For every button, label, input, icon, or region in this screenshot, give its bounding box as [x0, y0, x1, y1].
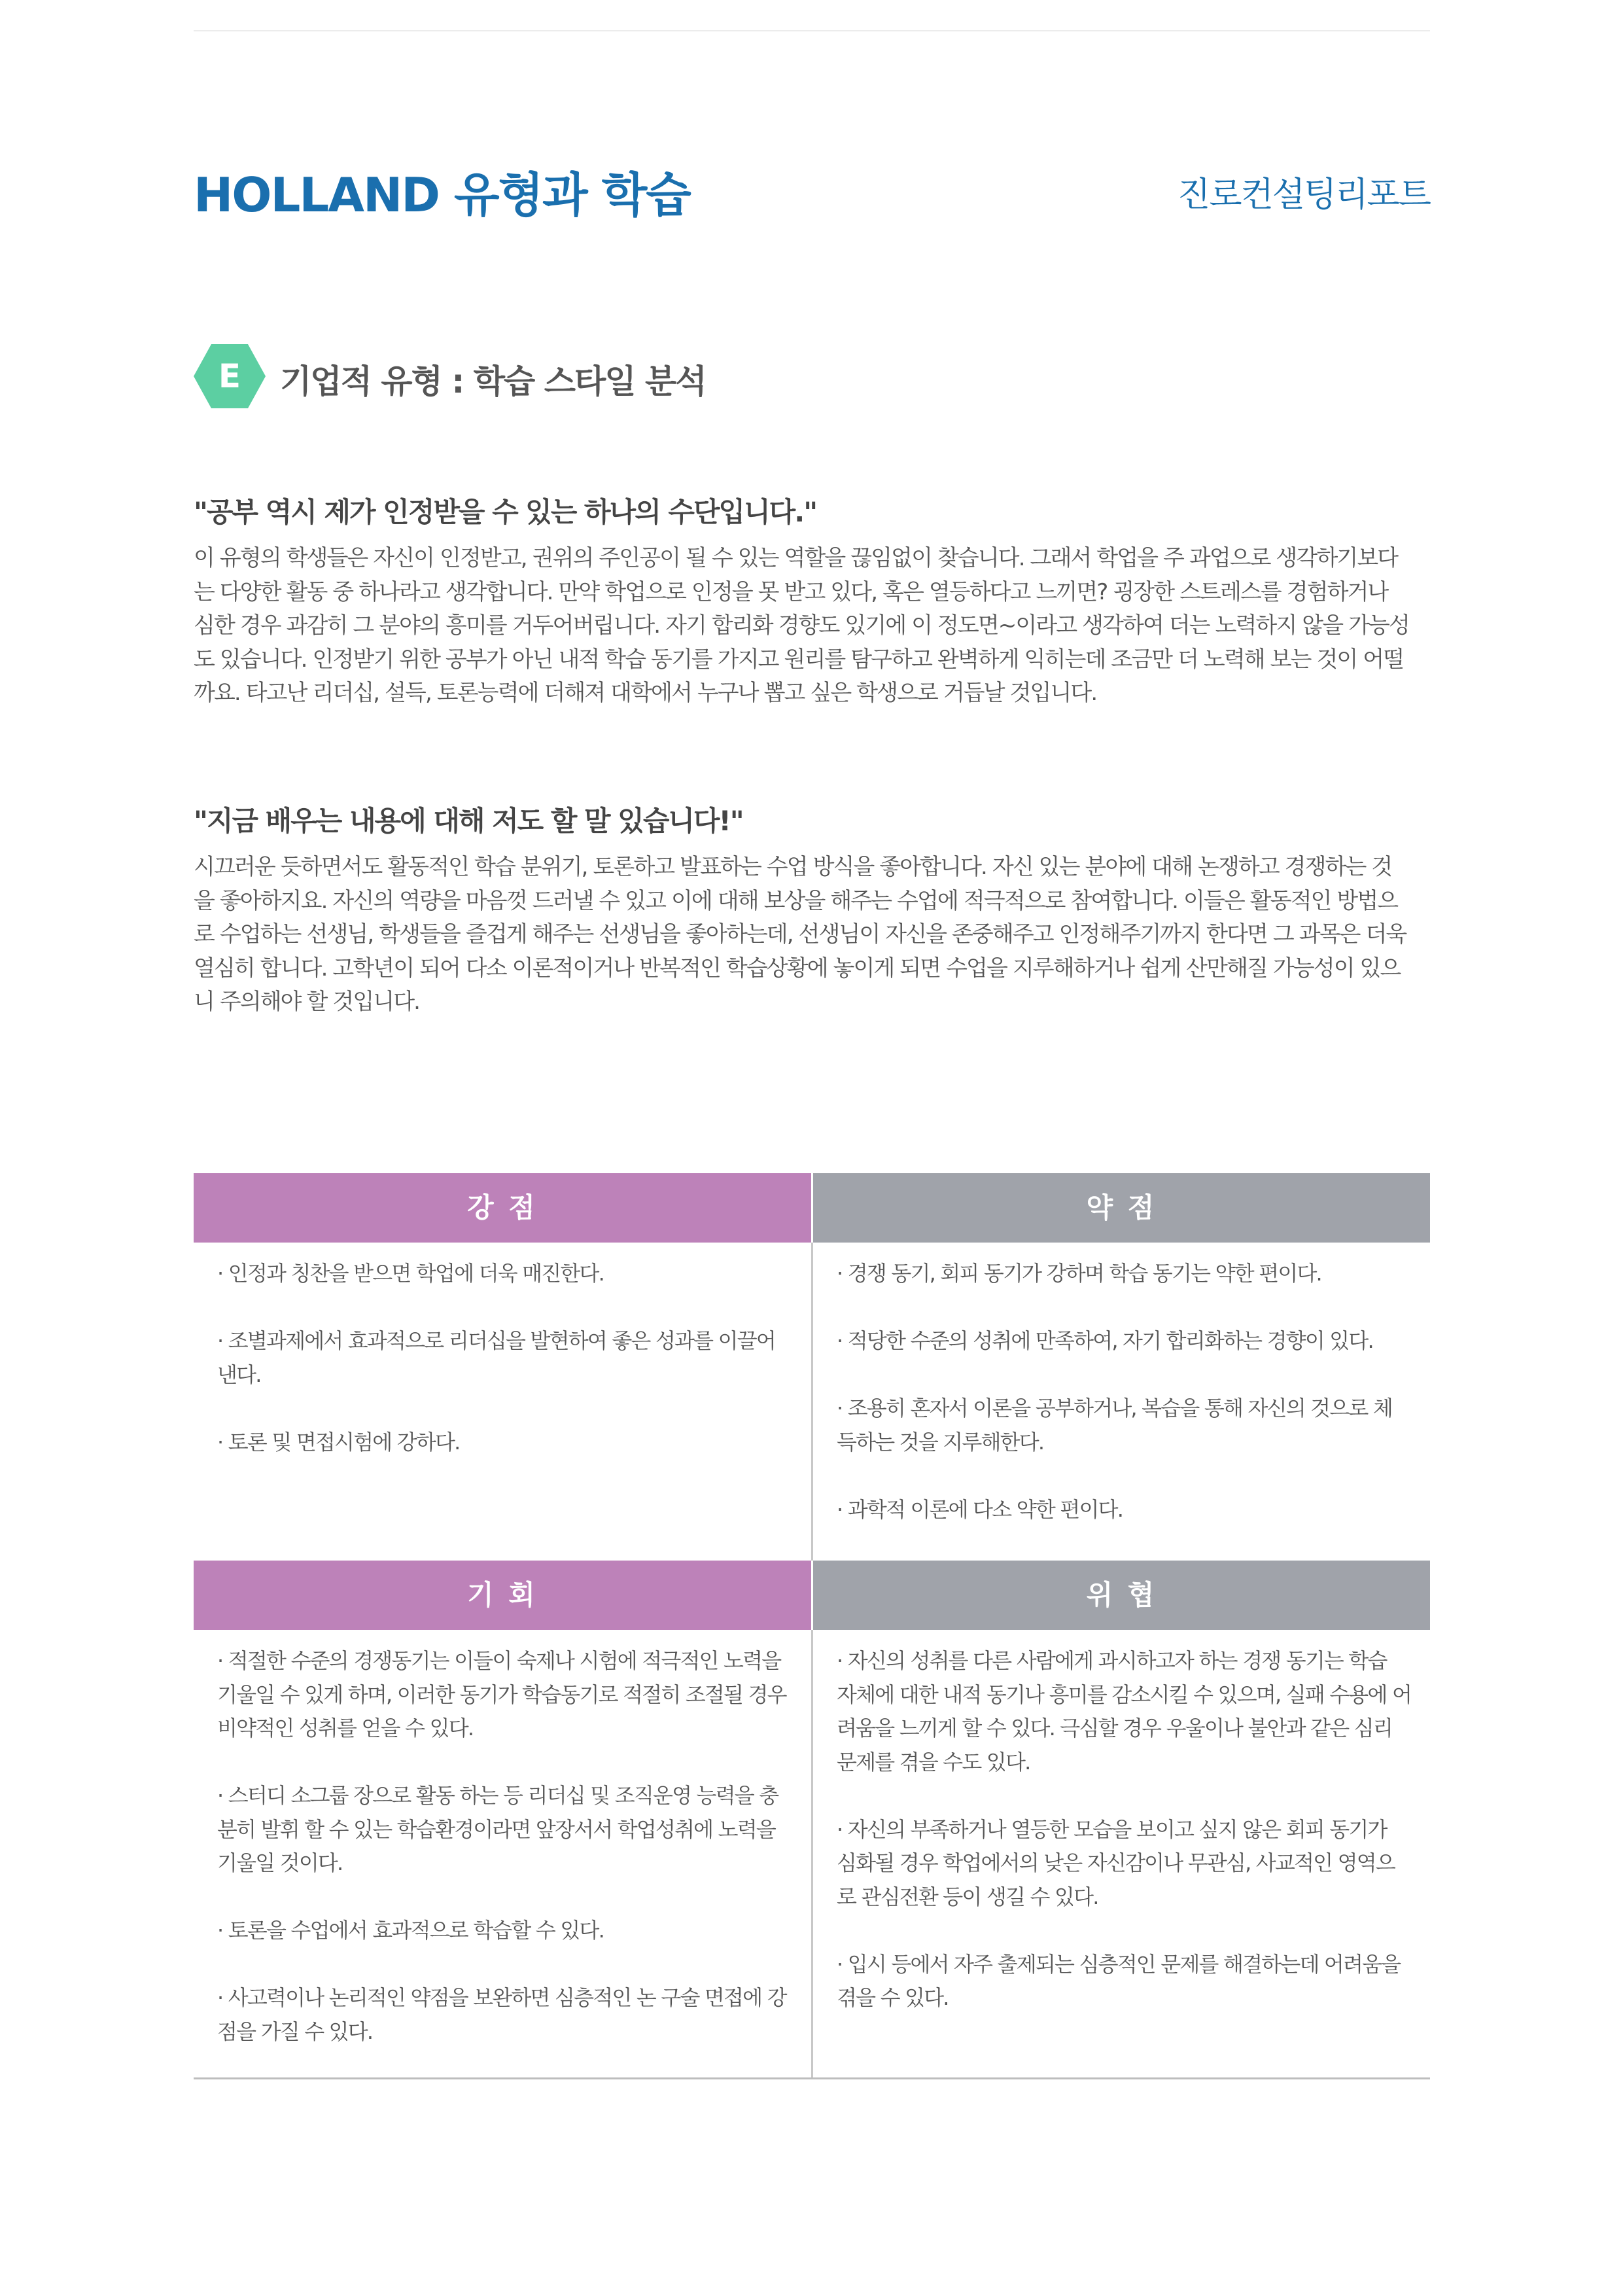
section-badge [194, 344, 266, 408]
paragraph-line: 시끄러운 듯하면서도 활동적인 학습 분위기, 토론하고 발표하는 수업 방식을 좋아합니다. 자신 있는 분야에 대해 논쟁하고 경쟁하는 것 [194, 854, 1392, 880]
paragraph-line: 이 유형의 학생들은 자신이 인정받고, 권위의 주인공이 될 수 있는 역할을 끊임없이 찾습니다. 그래서 학업을 주 과업으로 생각하기보다 [194, 545, 1398, 571]
paragraph-line: 까요. 타고난 리더십, 설득, 토론능력에 더해져 대학에서 누구나 뽑고 싶은 학생으로 거듭날 것입니다. [194, 680, 1097, 706]
list-item: · 적절한 수준의 경쟁동기는 이들이 숙제나 시험에 적극적인 노력을 기울일 수 있게 하며, 이러한 동기가 학습동기로 적절히 조절될 경우 비약적인 성취를 얻을 수 있다. [217, 1648, 786, 1740]
report-name: 진로컨설팅리포트 [1178, 175, 1430, 215]
column-divider [811, 1243, 813, 1561]
section-title: 기업적 유형 : 학습 스타일 분석 [280, 362, 706, 400]
paragraph-line: 심한 경우 과감히 그 분야의 흥미를 거두어버립니다. 자기 합리화 경향도 있기에 이 정도면~이라고 생각하여 더는 노력하지 않을 가능성 [194, 612, 1409, 639]
list-item: · 토론을 수업에서 효과적으로 학습할 수 있다. [217, 1918, 604, 1943]
section-badge-letter: E [218, 357, 241, 395]
quote-paragraph-2 [194, 851, 1430, 1019]
quote-heading-1: "공부 역시 제가 인정받을 수 있는 하나의 수단입니다." [194, 496, 817, 528]
list-item: · 과학적 이론에 다소 약한 편이다. [837, 1496, 1123, 1522]
top-divider [194, 30, 1430, 31]
list-item: · 입시 등에서 자주 출제되는 심층적인 문제를 해결하는데 어려움을 겪을 수 있다. [837, 1951, 1401, 2010]
quote-paragraph-1 [194, 542, 1430, 711]
list-item: · 조용히 혼자서 이론을 공부하거나, 복습을 통해 자신의 것으로 체 득하는 것을 지루해한다. [837, 1396, 1393, 1455]
opportunities-list [217, 1644, 793, 2049]
column-divider [811, 1630, 813, 2077]
list-item: · 자신의 성취를 다른 사람에게 과시하고자 하는 경쟁 동기는 학습 자체에 대한 내적 동기나 흥미를 감소시킬 수 있으며, 실패 수용에 어 려움을 느끼게 할 수 있다. 극심할 경우 우울이나 불안과 같은 심리 문제를 겪을 수도 있다. [837, 1648, 1412, 1775]
strengths-header: 강 점 [194, 1173, 811, 1243]
swot-table [194, 1173, 1430, 2079]
strengths-list [217, 1257, 793, 1459]
list-item: · 자신의 부족하거나 열등한 모습을 보이고 싶지 않은 회피 동기가 심화될 경우 학업에서의 낮은 자신감이나 무관심, 사교적인 영역으 로 관심전환 등이 생길 수 있다. [837, 1816, 1395, 1909]
list-item: · 조별과제에서 효과적으로 리더십을 발현하여 좋은 성과를 이끌어 낸다. [217, 1328, 776, 1387]
threats-list [837, 1644, 1412, 2015]
paragraph-line: 열심히 합니다. 고학년이 되어 다소 이론적이거나 반복적인 학습상황에 놓이게 되면 수업을 지루해하거나 쉽게 산만해질 가능성이 있으 [194, 955, 1401, 981]
paragraph-line: 을 좋아하지요. 자신의 역량을 마음껏 드러낼 수 있고 이에 대해 보상을 해주는 수업에 적극적으로 참여합니다. 이들은 활동적인 방법으 [194, 887, 1398, 914]
weaknesses-list [837, 1257, 1412, 1527]
table-bottom-border [194, 2077, 1430, 2079]
paragraph-line: 로 수업하는 선생님, 학생들을 즐겁게 해주는 선생님을 좋아하는데, 선생님이 자신을 존중해주고 인정해주기까지 한다면 그 과목은 더욱 [194, 921, 1406, 947]
paragraph-line: 는 다양한 활동 중 하나라고 생각합니다. 만약 학업으로 인정을 못 받고 있다, 혹은 열등하다고 느끼면? 굉장한 스트레스를 경험하거나 [194, 578, 1388, 605]
list-item: · 스터디 소그룹 장으로 활동 하는 등 리더십 및 조직운영 능력을 충 분히 발휘 할 수 있는 학습환경이라면 앞장서서 학업성취에 노력을 기울일 것이다. [217, 1783, 778, 1875]
quote-heading-2: "지금 배우는 내용에 대해 저도 할 말 있습니다!" [194, 805, 743, 837]
opportunities-header: 기 회 [194, 1561, 811, 1630]
list-item: · 적당한 수준의 성취에 만족하여, 자기 합리화하는 경향이 있다. [837, 1328, 1373, 1353]
list-item: · 경쟁 동기, 회피 동기가 강하며 학습 동기는 약한 편이다. [837, 1261, 1321, 1286]
weaknesses-header: 약 점 [813, 1173, 1430, 1243]
list-item: · 토론 및 면접시험에 강하다. [217, 1429, 460, 1455]
list-item: · 인정과 칭찬을 받으면 학업에 더욱 매진한다. [217, 1261, 604, 1286]
page-title: HOLLAND 유형과 학습 [194, 168, 690, 222]
threats-header: 위 협 [813, 1561, 1430, 1630]
paragraph-line: 니 주의해야 할 것입니다. [194, 989, 420, 1015]
list-item: · 사고력이나 논리적인 약점을 보완하면 심층적인 논 구술 면접에 강 점을 가질 수 있다. [217, 1985, 786, 2044]
paragraph-line: 도 있습니다. 인정받기 위한 공부가 아닌 내적 학습 동기를 가지고 원리를 탐구하고 완벽하게 익히는데 조금만 더 노력해 보는 것이 어떨 [194, 646, 1404, 673]
